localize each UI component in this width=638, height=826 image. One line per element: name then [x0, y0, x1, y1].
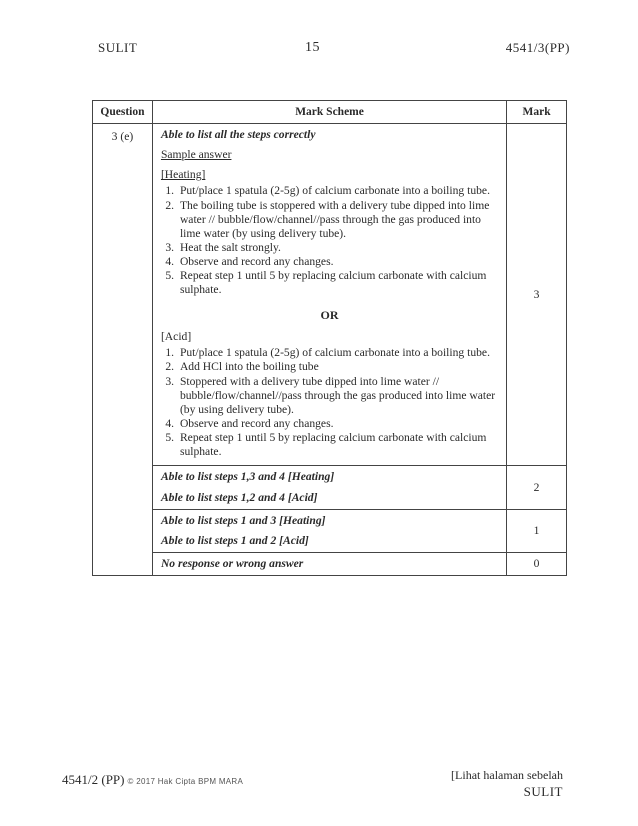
table-row-mark-0: [93, 553, 567, 576]
criteria-2: [152, 466, 506, 509]
mark-1: 1: [507, 509, 567, 552]
heating-step: 3. Heat the salt strongly.: [177, 241, 498, 255]
criteria-2-acid: Able to list steps 1,2 and 4 [Acid]: [160, 490, 318, 504]
question-column-header: Question: [93, 101, 153, 124]
scheme-column-header: Mark Scheme: [152, 101, 506, 124]
turn-page-note: [Lihat halaman sebelah: [451, 768, 563, 782]
acid-step: 1. Put/place 1 spatula (2-5g) of calcium carbonate into a boiling tube.: [177, 346, 498, 360]
mark-scheme-table: [92, 100, 567, 576]
acid-label: [Acid]: [160, 330, 192, 344]
acid-step: 4. Observe and record any changes.: [177, 417, 498, 431]
heating-label: [Heating]: [160, 168, 206, 182]
criteria-1: [152, 509, 506, 552]
table-header-row: [93, 101, 567, 124]
criteria-2-heating: Able to list steps 1,3 and 4 [Heating]: [160, 470, 335, 484]
table-row-mark-2: [93, 466, 567, 509]
or-separator: OR: [320, 307, 339, 322]
mark-2: 2: [507, 466, 567, 509]
paper-code: 4541/3(PP): [505, 40, 570, 55]
heating-step: 4. Observe and record any changes.: [177, 255, 498, 269]
heating-step: 2. The boiling tube is stoppered with a delivery tube dipped into lime water // bubble/flow/channel//pass through the gas produced into lime water (by using delivery tube).: [177, 199, 498, 241]
footer-left: [62, 772, 243, 788]
acid-step: 3. Stoppered with a delivery tube dipped into lime water // bubble/flow/channel//pass through the gas produced into lime water (by using delivery tube).: [177, 375, 498, 417]
scheme-heading: Able to list all the steps correctly: [160, 128, 316, 142]
acid-step: 2. Add HCl into the boiling tube: [177, 360, 498, 374]
question-number: 3 (e): [93, 124, 153, 576]
sample-answer-label: Sample answer: [160, 148, 232, 162]
table-row-full-marks: [93, 124, 567, 466]
acid-step: 5. Repeat step 1 until 5 by replacing calcium carbonate with calcium sulphate.: [177, 431, 498, 459]
heating-steps-list: [161, 184, 498, 297]
footer-right: [451, 768, 563, 800]
acid-steps-list: [161, 346, 498, 459]
criteria-0: [152, 553, 506, 576]
mark-full: 3: [507, 124, 567, 466]
criteria-1-heating: Able to list steps 1 and 3 [Heating]: [160, 513, 326, 527]
table-row-mark-1: [93, 509, 567, 552]
heating-step: 1. Put/place 1 spatula (2-5g) of calcium carbonate into a boiling tube.: [177, 184, 498, 198]
footer-copyright: © 2017 Hak Cipta BPM MARA: [127, 777, 244, 786]
page-number: 15: [305, 40, 320, 55]
footer-code: 4541/2 (PP): [62, 772, 125, 787]
footer-classification: SULIT: [523, 783, 563, 799]
criteria-1-acid: Able to list steps 1 and 2 [Acid]: [160, 533, 309, 547]
heating-step: 5. Repeat step 1 until 5 by replacing calcium carbonate with calcium sulphate.: [177, 269, 498, 297]
scheme-full-answer: [152, 124, 506, 466]
mark-0: 0: [507, 553, 567, 576]
header-classification: SULIT: [98, 40, 138, 55]
criteria-0-text: No response or wrong answer: [160, 557, 304, 571]
mark-column-header: Mark: [507, 101, 567, 124]
